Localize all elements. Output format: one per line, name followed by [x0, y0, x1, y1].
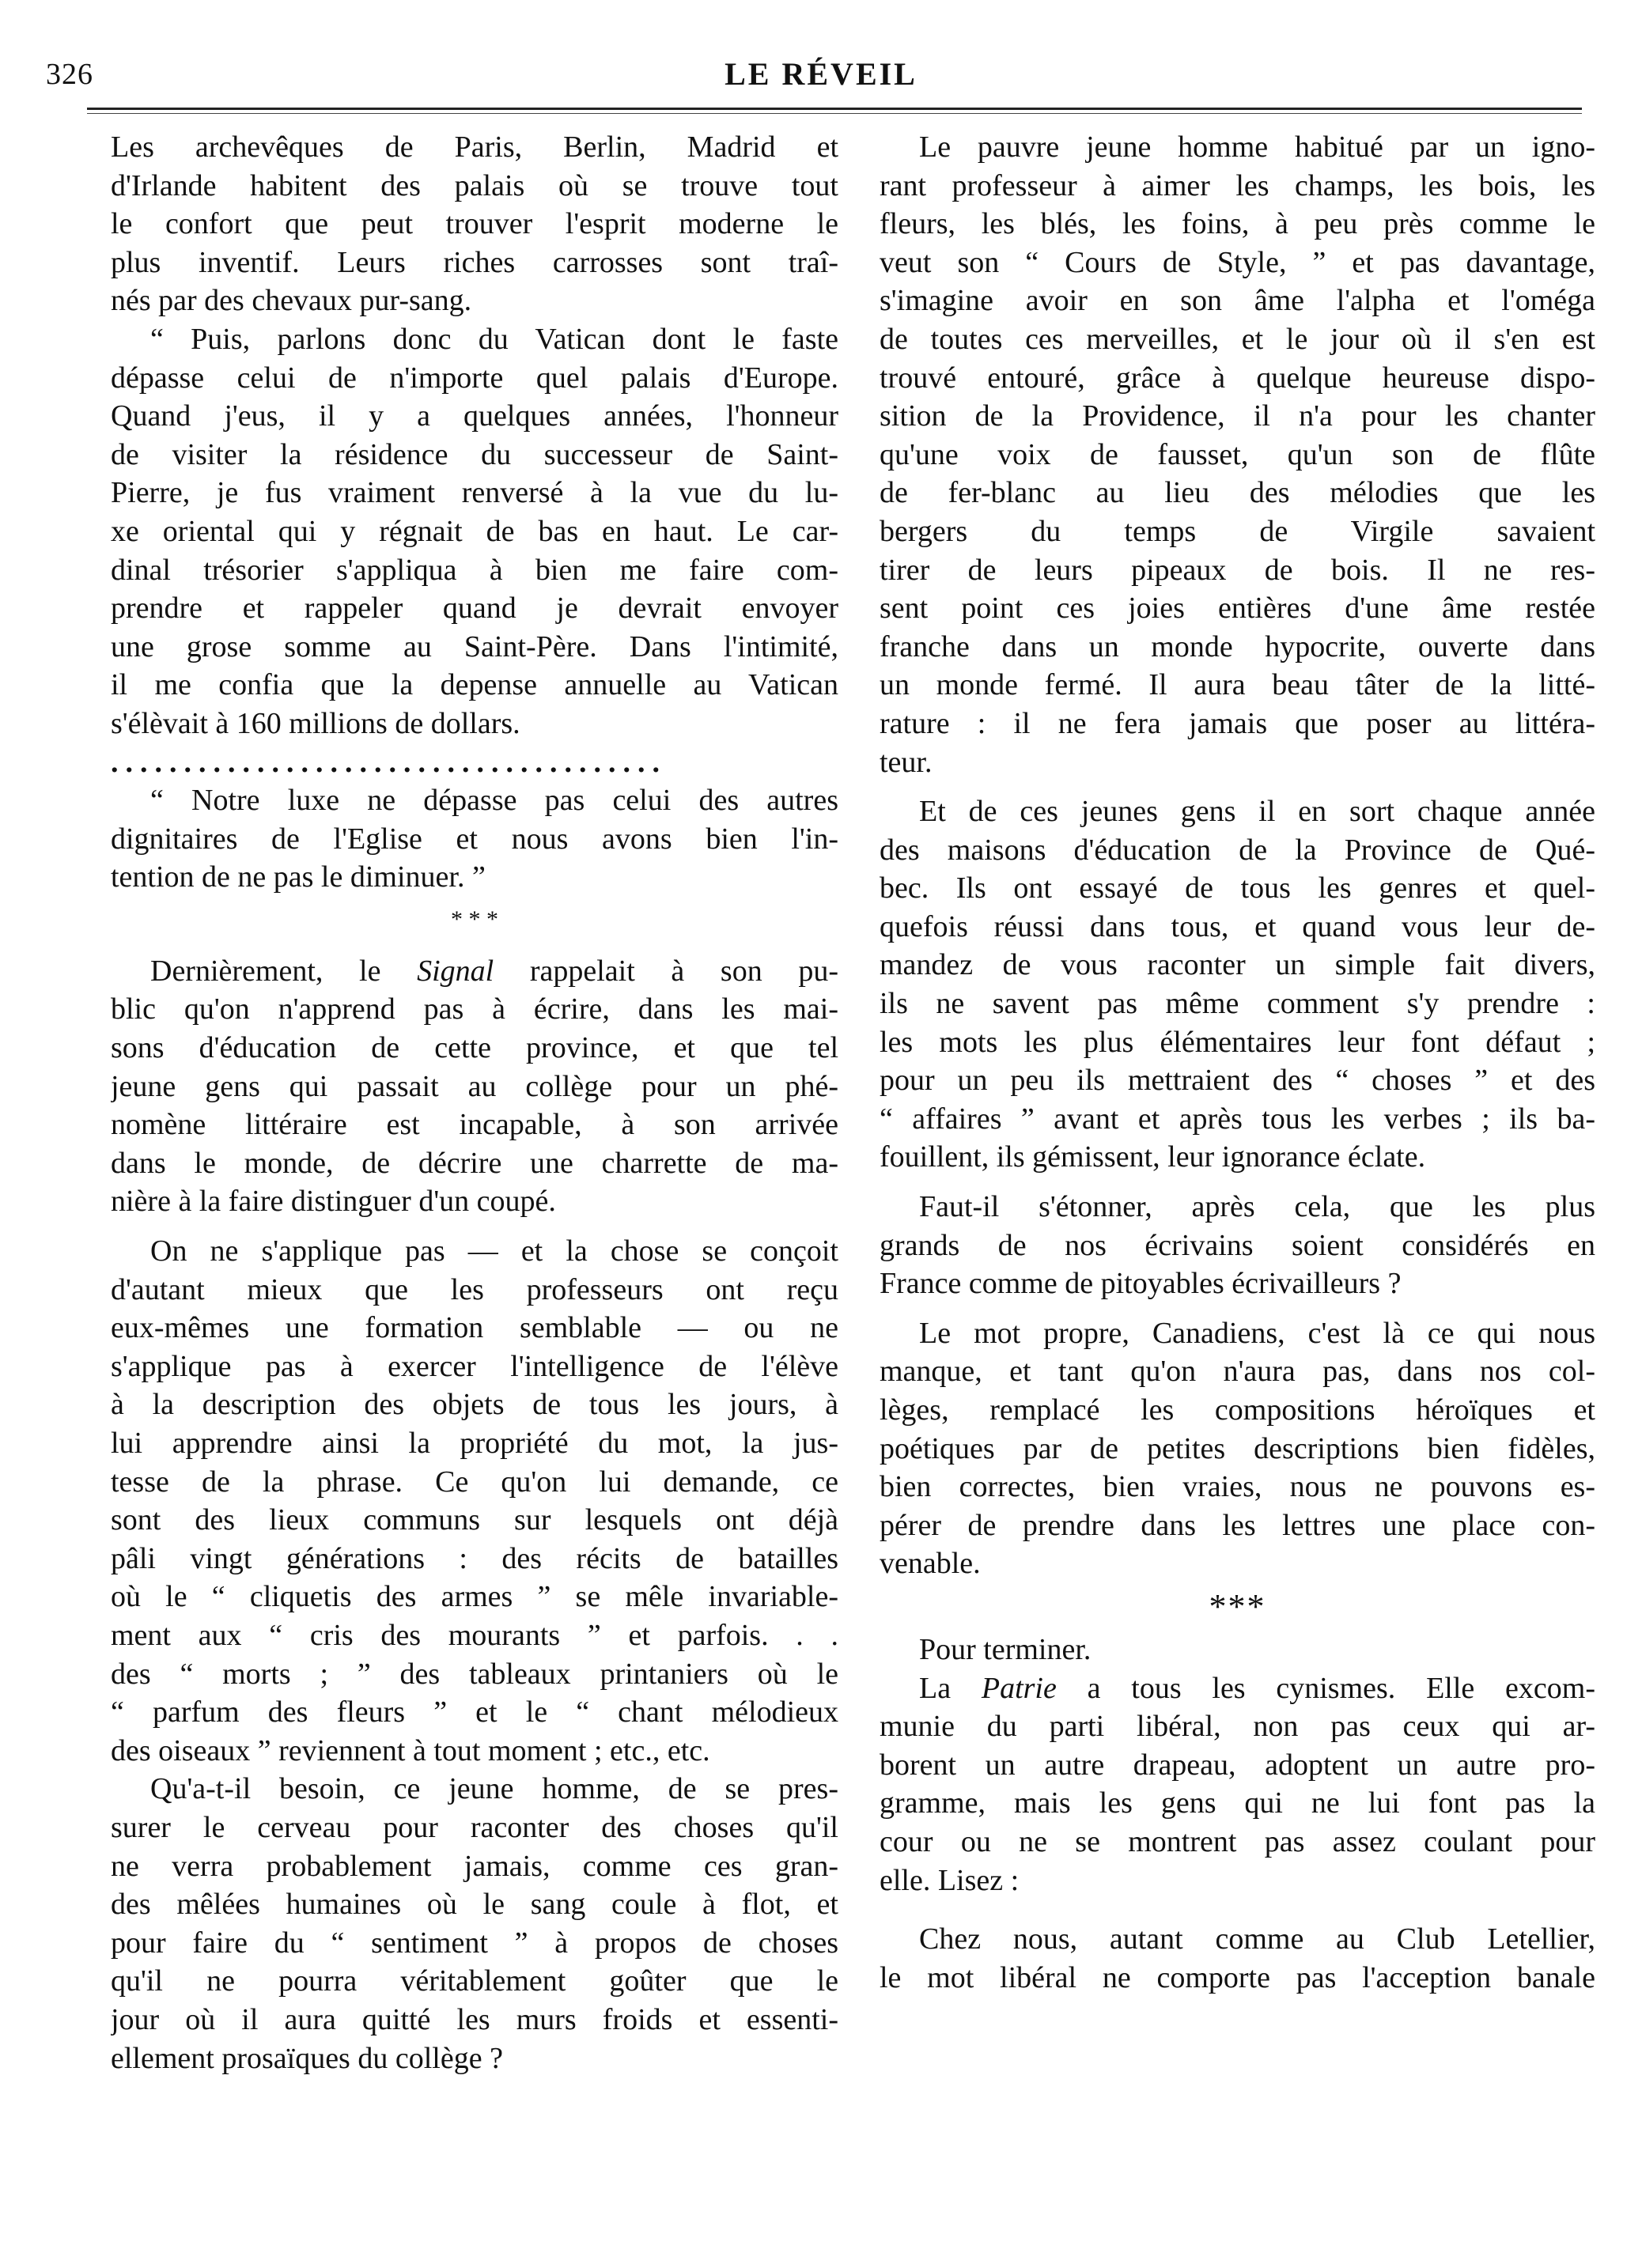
text-line: bien correctes, bien vraies, nous ne pouvons es- — [880, 1470, 1595, 1504]
text-line: bergers du temps de Virgile savaient — [880, 514, 1595, 548]
text-line: le mot libéral ne comporte pas l'acception banale — [880, 1960, 1595, 1994]
text-run: La — [919, 1671, 982, 1705]
text-line: des oiseaux ” reviennent à tout moment ; etc., etc. — [111, 1733, 710, 1767]
text-line: pour un peu ils mettraient des “ choses ” et des — [880, 1064, 1595, 1098]
text-line: veut son “ Cours de Style, ” et pas davantage, — [880, 245, 1595, 279]
left-column — [111, 128, 838, 2077]
paragraph-quote-club — [880, 1920, 1595, 1997]
paragraph-vatican — [111, 320, 838, 743]
text-line: Pour terminer. — [919, 1632, 1092, 1666]
text-line: borent un autre drapeau, adoptent un autre pro- — [880, 1748, 1595, 1782]
header-rule — [87, 108, 1582, 110]
text-line — [111, 952, 838, 991]
right-column — [880, 128, 1595, 1997]
paragraph-apply — [111, 1232, 838, 1770]
text-line: de toutes ces merveilles, et le jour où il s'en est — [880, 322, 1595, 356]
text-line: ellement prosaïques du collège ? — [111, 2041, 503, 2075]
text-line: Faut-il s'étonner, après cela, que les plus — [919, 1190, 1595, 1224]
text-line: dans le monde, de décrire une charrette de ma- — [111, 1146, 838, 1180]
text-line: un monde fermé. Il aura beau tâter de la litté- — [880, 668, 1595, 702]
text-line: sont des lieux communs sur lesquels ont déjà — [111, 1503, 838, 1537]
text-run: rappelait à son pu- — [494, 954, 838, 988]
paragraph-archbishops — [111, 128, 838, 320]
page-title: LE RÉVEIL — [725, 56, 917, 92]
text-line: eux-mêmes une formation semblable — ou ne — [111, 1311, 838, 1345]
text-line: le confort que peut trouver l'esprit moderne le — [111, 207, 838, 241]
dotted-separator: ...................................... — [111, 745, 667, 779]
text-line: à la description des objets de tous les jours, à — [111, 1388, 838, 1422]
paragraph-proper-word — [880, 1314, 1595, 1583]
text-line: mandez de vous raconter un simple fait divers, — [880, 948, 1595, 982]
text-line: tirer de leurs pipeaux de bois. Il ne res- — [880, 553, 1595, 587]
text-line: pérer de prendre dans les lettres une place con- — [880, 1508, 1595, 1542]
text-line: d'Irlande habitent des palais où se trouve tout — [111, 168, 838, 202]
text-line: blic qu'on n'apprend pas à écrire, dans les mai- — [111, 992, 838, 1026]
asterism-separator: * * * — [451, 905, 498, 932]
text-line: dinal trésorier s'appliqua à bien me faire com- — [111, 553, 838, 587]
paragraph-young-people — [880, 792, 1595, 1177]
text-line: jour où il aura quitté les murs froids et essenti- — [111, 2002, 838, 2036]
text-line: dépasse celui de n'importe quel palais d'Europe. — [111, 361, 838, 395]
text-line: Pierre, je fus vraiment renversé à la vue du lu- — [111, 476, 838, 510]
header-rule-thin — [87, 113, 1582, 114]
text-line: fouillent, ils gémissent, leur ignorance éclate. — [880, 1140, 1426, 1174]
text-line: grands de nos écrivains soient considérés en — [880, 1228, 1595, 1262]
text-line: une grose somme au Saint-Père. Dans l'intimité, — [111, 629, 838, 663]
text-line: prendre et rappeler quand je devrait envoyer — [111, 592, 838, 626]
text-line: des “ morts ; ” des tableaux printaniers où le — [111, 1657, 838, 1691]
text-line: Le mot propre, Canadiens, c'est là ce qui nous — [919, 1316, 1595, 1350]
text-line: Le pauvre jeune homme habitué par un igno- — [919, 130, 1595, 164]
text-line: manque, et tant qu'on n'aura pas, dans nos col- — [880, 1355, 1595, 1389]
text-line: de fer-blanc au lieu des mélodies que les — [880, 476, 1595, 510]
text-line: elle. Lisez : — [880, 1863, 1020, 1897]
text-line: rant professeur à aimer les champs, les bois, les — [880, 168, 1595, 202]
text-line: des maisons d'éducation de la Province de Qué- — [880, 833, 1595, 867]
text-line: s'élèvait à 160 millions de dollars. — [111, 706, 520, 740]
text-line: nière à la faire distinguer d'un coupé. — [111, 1185, 556, 1219]
text-line: Qu'a-t-il besoin, ce jeune homme, de se pres- — [150, 1772, 838, 1806]
text-run: Dernièrement, le — [150, 954, 418, 988]
text-line: ment aux “ cris des mourants ” et parfois. . . — [111, 1618, 838, 1652]
text-line: xe oriental qui y régnait de bas en haut. Le car- — [111, 514, 838, 548]
text-line: Les archevêques de Paris, Berlin, Madrid et — [111, 130, 838, 164]
text-line: France comme de pitoyables écrivailleurs ? — [880, 1267, 1402, 1301]
text-line: où le “ cliquetis des armes ” se mêle invariable- — [111, 1580, 838, 1614]
text-line: de visiter la résidence du successeur de Saint- — [111, 437, 838, 471]
text-line: jeune gens qui passait au collège pour un phé- — [111, 1069, 838, 1103]
text-line: munie du parti libéral, non pas ceux qui ar- — [880, 1710, 1595, 1744]
paragraph-signal — [111, 952, 838, 1221]
text-line: trouvé entouré, grâce à quelque heureuse dispo- — [880, 361, 1595, 395]
text-line: tention de ne pas le diminuer. ” — [111, 860, 486, 894]
text-run: a tous les cynismes. Elle excom- — [1056, 1671, 1595, 1705]
text-line: Chez nous, autant comme au Club Letellier, — [919, 1922, 1595, 1956]
text-line: qu'une voix de fausset, qu'un son de flûte — [880, 437, 1595, 471]
asterism-separator: *** — [1209, 1586, 1266, 1626]
text-line: sent point ces joies entières d'une âme restée — [880, 592, 1595, 626]
text-line: teur. — [880, 745, 933, 779]
text-line: nomène littéraire est incapable, à son arrivée — [111, 1108, 838, 1142]
text-line: “ Puis, parlons donc du Vatican dont le faste — [150, 322, 838, 356]
text-line: nés par des chevaux pur-sang. — [111, 284, 472, 318]
text-line: franche dans un monde hypocrite, ouverte dans — [880, 629, 1595, 663]
paragraph-luxury — [111, 781, 838, 897]
text-line: “ parfum des fleurs ” et le “ chant mélodieux — [111, 1695, 838, 1729]
text-line: surer le cerveau pour raconter des choses qu'il — [111, 1810, 838, 1844]
text-line: s'imagine avoir en son âme l'alpha et l'oméga — [880, 284, 1595, 318]
text-line: les mots les plus élémentaires leur font défaut ; — [880, 1025, 1595, 1059]
text-line: plus inventif. Leurs riches carrosses sont traî- — [111, 245, 838, 279]
paragraph-young-man — [880, 128, 1595, 781]
text-line: qu'il ne pourra véritablement goûter que le — [111, 1964, 838, 1998]
paragraph-need — [111, 1770, 838, 2077]
text-line: rature : il ne fera jamais que poser au littéra- — [880, 706, 1595, 740]
text-line: ils ne savent pas même comment s'y prendre : — [880, 987, 1595, 1021]
text-line: s'applique pas à exercer l'intelligence de l'élève — [111, 1349, 838, 1383]
paragraph-writers — [880, 1188, 1595, 1303]
text-line: quefois réussi dans tous, et quand vous leur de- — [880, 909, 1595, 943]
newspaper-name-patrie: Patrie — [981, 1671, 1057, 1705]
text-line: dignitaires de l'Eglise et nous avons bien l'in- — [111, 822, 838, 856]
text-line: lui apprendre ainsi la propriété du mot, la jus- — [111, 1427, 838, 1460]
text-line: “ Notre luxe ne dépasse pas celui des autres — [150, 784, 838, 818]
text-line: “ affaires ” avant et après tous les verbes ; ils ba- — [880, 1102, 1595, 1136]
text-line: sition de la Providence, il n'a pour les chanter — [880, 399, 1595, 433]
text-line: tesse de la phrase. Ce qu'on lui demande, ce — [111, 1465, 838, 1499]
text-line: fleurs, les blés, les foins, à peu près comme le — [880, 207, 1595, 241]
text-line: cour ou ne se montrent pas assez coulant pour — [880, 1824, 1595, 1858]
text-line: venable. — [880, 1547, 981, 1581]
paragraph-to-finish — [880, 1631, 1595, 1669]
text-line: pâli vingt générations : des récits de batailles — [111, 1541, 838, 1575]
text-line: pour faire du “ sentiment ” à propos de choses — [111, 1926, 838, 1960]
text-line: des mêlées humaines où le sang coule à flot, et — [111, 1888, 838, 1922]
text-line: poétiques par de petites descriptions bien fidèles, — [880, 1431, 1595, 1465]
text-line: Et de ces jeunes gens il en sort chaque année — [919, 795, 1595, 829]
text-line: sons d'éducation de cette province, et que tel — [111, 1031, 838, 1065]
page-number: 326 — [46, 58, 93, 91]
newspaper-name-signal: Signal — [417, 954, 494, 988]
text-line — [880, 1669, 1595, 1708]
text-line: ne verra probablement jamais, comme ces gran- — [111, 1849, 838, 1883]
text-line: il me confia que la depense annuelle au Vatican — [111, 668, 838, 702]
text-line: bec. Ils ont essayé de tous les genres et quel- — [880, 871, 1595, 905]
text-line: lèges, remplacé les compositions héroïques et — [880, 1393, 1595, 1427]
text-line: On ne s'applique pas — et la chose se conçoit — [150, 1234, 838, 1268]
text-line: gramme, mais les gens qui ne lui font pas la — [880, 1786, 1595, 1820]
paragraph-patrie — [880, 1669, 1595, 1900]
text-line: Quand j'eus, il y a quelques années, l'honneur — [111, 399, 838, 433]
text-line: d'autant mieux que les professeurs ont reçu — [111, 1272, 838, 1306]
